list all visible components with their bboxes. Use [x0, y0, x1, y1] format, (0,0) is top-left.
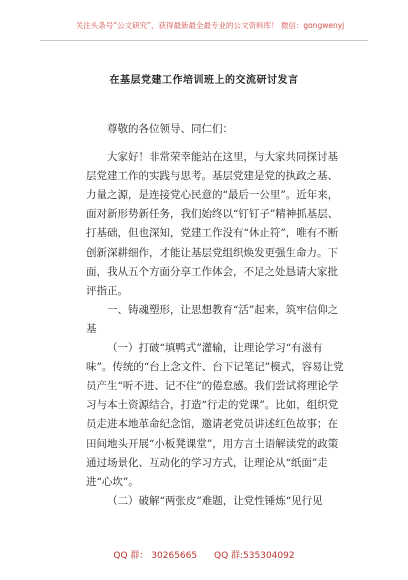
paragraph-intro: 大家好！非常荣幸能站在这里，与大家共同探讨基层党建工作的实践与思考。基层党建是党的执政之基、力量之源，是连接党心民意的“最后一公里”。近年来，面对新形势新任务，我们始终以“钉钉子”精神抓基层、打基础，但也深知，党建工作没有“休止符”，唯有不断创新深耕细作，才能让基层党组织焕发更强生命力。下面，我从五个方面分享工作体会，不足之处恳请大家批评指正。 — [86, 151, 339, 297]
salutation: 尊敬的各位领导、同仁们： — [107, 123, 233, 135]
footer-qq-group-2: QQ 群:535304092 — [213, 551, 295, 561]
header-divider — [40, 40, 368, 41]
header-banner: 关注头条号“公文研究”，获得最新最全最专业的公文资料库！ 微信：gongwenyj — [75, 21, 345, 30]
paragraph-subsection-1: （一）打破“填鸭式”灌输，让理论学习“有滋有味”。传统的“台上念文件、台下记笔记”模式，容易让党员产生“听不进、记不住”的倦怠感。我们尝试将理论学习与本土资源结合，打造“行走的党课”。比如，组织党员走进本地革命纪念馆，邀请老党员讲述红色故事；在田间地头开展“小板凳课堂”，用方言土语解读党的政策通过场景化、互动化的学习方式，让理论从“纸面”走进“心坎”。 — [86, 342, 344, 488]
document-title: 在基层党建工作培训班上的交流研讨发言 — [109, 75, 299, 86]
document-body — [86, 120, 348, 511]
section-heading-1: 一、铸魂塑形，让思想教育“活”起来，筑牢信仰之基 — [86, 303, 339, 335]
paragraph-subsection-2: （二）破解“两张皮”难题，让党性锤炼“见行见 — [107, 494, 323, 507]
footer-contact — [0, 548, 408, 561]
footer-qq-group-1: QQ 群： 30265665 — [113, 551, 198, 561]
